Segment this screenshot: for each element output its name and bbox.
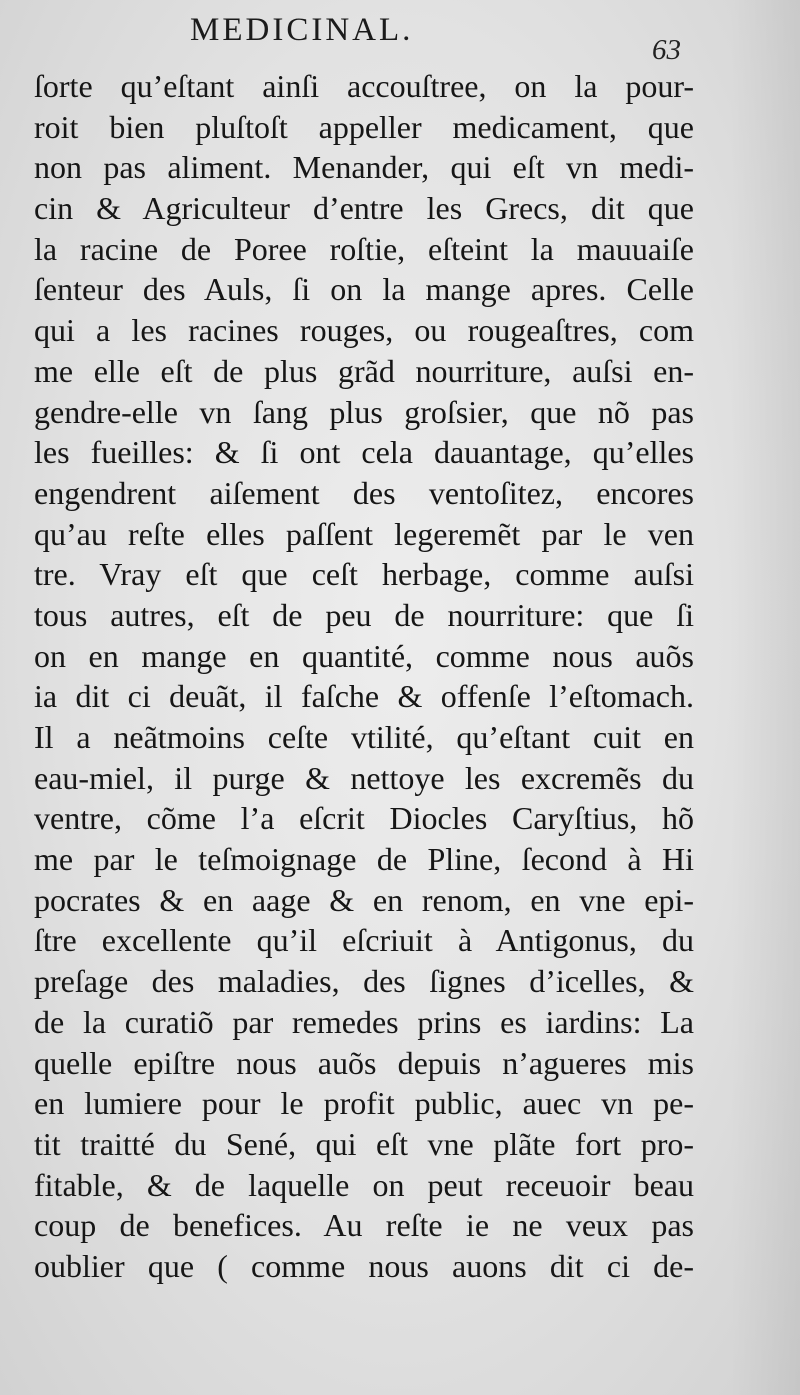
text-line: ſtre excellente qu’il eſcriuit à Antigonus, du — [34, 922, 694, 959]
page-number: 63 — [652, 34, 681, 66]
text-line: eau-miel, il purge & nettoye les excremẽs du — [34, 759, 694, 796]
text-line: ia dit ci deuãt, il faſche & offenſe l’eſtomach. — [34, 678, 694, 715]
text-line: en lumiere pour le profit public, auec vn pe- — [34, 1085, 694, 1122]
page-edge-shadow — [730, 0, 800, 1395]
text-line: la racine de Poree roſtie, eſteint la mauuaiſe — [34, 230, 694, 267]
text-line: tous autres, eſt de peu de nourriture: que ſi — [34, 596, 694, 633]
text-line: les fueilles: & ſi ont cela dauantage, qu’elles — [34, 434, 694, 471]
text-line: on en mange en quantité, comme nous auõs — [34, 637, 694, 674]
text-line: gendre-elle vn ſang plus groſsier, que nõ pas — [34, 393, 694, 430]
body-text — [34, 66, 694, 1287]
text-line: cin & Agriculteur d’entre les Grecs, dit que — [34, 190, 694, 227]
text-line: quelle epiſtre nous auõs depuis n’agueres mis — [34, 1044, 694, 1081]
text-line: fitable, & de laquelle on peut receuoir beau — [34, 1166, 694, 1203]
text-line: de la curatiõ par remedes prins es iardins: La — [34, 1003, 694, 1040]
text-line: non pas aliment. Menander, qui eſt vn medi- — [34, 149, 694, 186]
text-line: tre. Vray eſt que ceſt herbage, comme auſsi — [34, 556, 694, 593]
running-head: MEDICINAL. — [190, 12, 414, 48]
text-line: qu’au reſte elles paſſent legeremẽt par le ven — [34, 515, 694, 552]
text-line: ventre, cõme l’a eſcrit Diocles Caryſtius, hõ — [34, 800, 694, 837]
text-line: ſorte qu’eſtant ainſi accouſtree, on la pour- — [34, 68, 694, 104]
text-line: oublier que ( comme nous auons dit ci de- — [34, 1247, 694, 1284]
text-line: ſenteur des Auls, ſi on la mange apres. Celle — [34, 271, 694, 308]
text-line: preſage des maladies, des ſignes d’icelles, & — [34, 963, 694, 1000]
page-header — [0, 12, 800, 66]
text-line: coup de benefices. Au reſte ie ne veux pas — [34, 1207, 694, 1244]
text-line: Il a neãtmoins ceſte vtilité, qu’eſtant cuit en — [34, 719, 694, 755]
text-line: roit bien pluſtoſt appeller medicament, que — [34, 108, 694, 145]
text-line: engendrent aiſement des ventoſitez, encores — [34, 474, 694, 511]
text-line: me par le teſmoignage de Pline, ſecond à Hi — [34, 841, 694, 878]
text-line: pocrates & en aage & en renom, en vne epi- — [34, 881, 694, 918]
text-line: me elle eſt de plus grãd nourriture, auſsi en- — [34, 352, 694, 389]
text-line: qui a les racines rouges, ou rougeaſtres, com — [34, 312, 694, 349]
text-line: tit traitté du Sené, qui eſt vne plãte fort pro- — [34, 1125, 694, 1162]
